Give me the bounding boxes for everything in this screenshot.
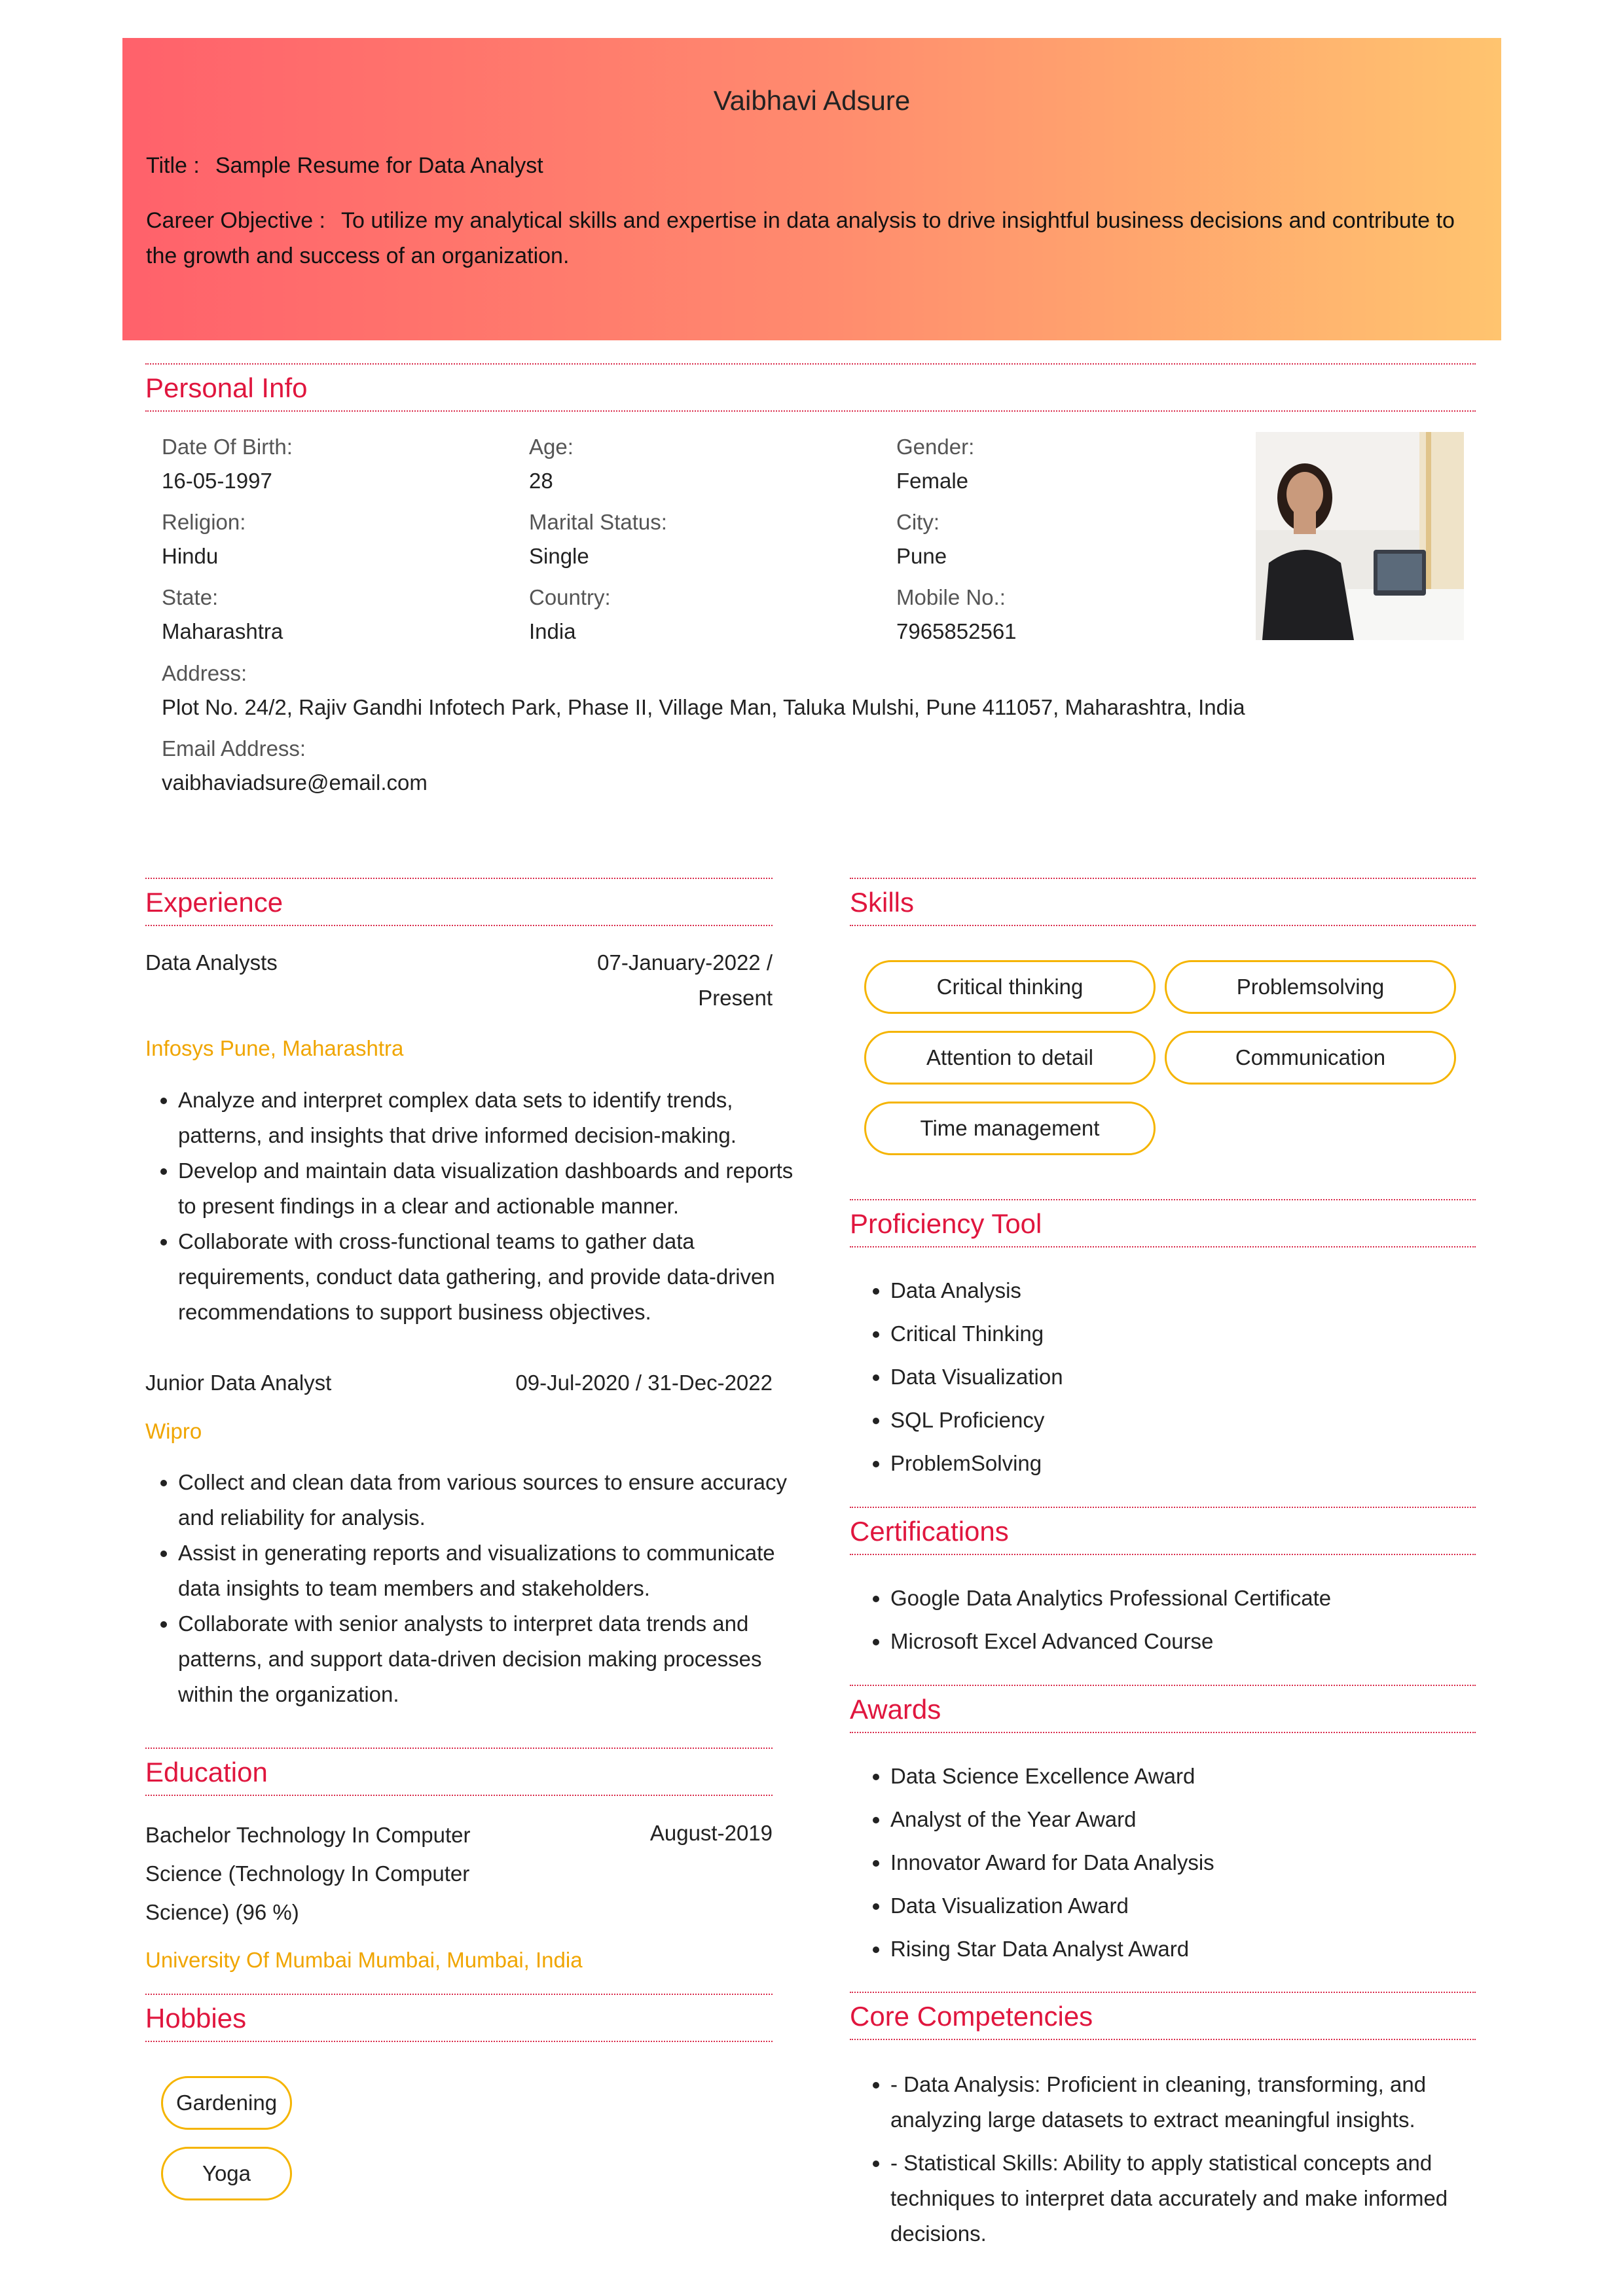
career-objective bbox=[146, 203, 1478, 274]
list-item: • Data Visualization Award bbox=[890, 1884, 1214, 1928]
hobby-pill-yoga: Yoga bbox=[161, 2147, 292, 2200]
list-item: • Collect and clean data from various sources to ensure accuracy and reliability for analysis. bbox=[178, 1465, 800, 1535]
section-title: Experience bbox=[145, 887, 283, 918]
degree-line: Science) (96 %) bbox=[145, 1900, 299, 1924]
skill-pill: Communication bbox=[1165, 1031, 1456, 1085]
section-title: Personal Info bbox=[145, 372, 308, 403]
state-value: Maharashtra bbox=[162, 619, 283, 643]
list-item: • Data Science Excellence Award bbox=[890, 1755, 1214, 1798]
competencies-list bbox=[850, 2067, 1476, 2259]
age-value: 28 bbox=[529, 469, 553, 493]
section-title: Awards bbox=[850, 1694, 941, 1725]
list-item: • Collaborate with cross-functional teams to gather data requirements, conduct data gathering, and provide data-driven recommendations to support business objectives. bbox=[178, 1224, 800, 1330]
resume-title bbox=[146, 153, 543, 179]
city-label: City: bbox=[896, 510, 939, 534]
section-title: Core Competencies bbox=[850, 2001, 1093, 2032]
list-item: • - Data Analysis: Proficient in cleaning, transforming, and analyzing large datasets to extract meaningful insights. bbox=[890, 2067, 1476, 2138]
job-2-dates: 09-Jul-2020 / 31-Dec-2022 bbox=[515, 1371, 773, 1395]
hobby-pill-gardening: Gardening bbox=[161, 2076, 292, 2130]
proficiency-list bbox=[850, 1269, 1063, 1485]
state-label: State: bbox=[162, 585, 219, 609]
experience-heading bbox=[145, 878, 773, 926]
dob-label: Date Of Birth: bbox=[162, 435, 293, 459]
marital-status-label: Marital Status: bbox=[529, 510, 667, 534]
degree-line: Science (Technology In Computer bbox=[145, 1861, 470, 1886]
gender-value: Female bbox=[896, 469, 969, 493]
profile-photo bbox=[1256, 432, 1464, 640]
dob-value: 16-05-1997 bbox=[162, 469, 272, 493]
list-item: • Analyst of the Year Award bbox=[890, 1798, 1214, 1841]
section-title: Hobbies bbox=[145, 2003, 247, 2034]
skill-pill: Critical thinking bbox=[864, 960, 1156, 1014]
competencies-heading bbox=[850, 1992, 1476, 2040]
religion-label: Religion: bbox=[162, 510, 246, 534]
education-school: University Of Mumbai Mumbai, Mumbai, India bbox=[145, 1948, 583, 1972]
address-value: Plot No. 24/2, Rajiv Gandhi Infotech Park, Phase II, Village Man, Taluka Mulshi, Pune 411057, Maharashtra, India bbox=[162, 695, 1245, 719]
candidate-name: Vaibhavi Adsure bbox=[713, 85, 911, 116]
skill-pill: Time management bbox=[864, 1102, 1156, 1155]
education-heading bbox=[145, 1748, 773, 1796]
section-title: Certifications bbox=[850, 1516, 1009, 1547]
mobile-label: Mobile No.: bbox=[896, 585, 1006, 609]
list-item: • - Statistical Skills: Ability to apply statistical concepts and techniques to interpret data accurately and make informed decisions. bbox=[890, 2145, 1476, 2251]
list-item: • Google Data Analytics Professional Certificate bbox=[890, 1577, 1331, 1620]
job-1-dates-start: 07-January-2022 / bbox=[597, 950, 773, 975]
degree-line: Bachelor Technology In Computer bbox=[145, 1823, 471, 1847]
certifications-heading bbox=[850, 1507, 1476, 1555]
list-item: • Innovator Award for Data Analysis bbox=[890, 1841, 1214, 1884]
job-2-bullets bbox=[145, 1465, 800, 1712]
list-item: • Assist in generating reports and visualizations to communicate data insights to team members and stakeholders. bbox=[178, 1535, 800, 1606]
skills-heading bbox=[850, 878, 1476, 926]
personal-info-heading bbox=[145, 363, 1476, 412]
section-title: Education bbox=[145, 1757, 268, 1787]
section-title: Skills bbox=[850, 887, 915, 918]
skill-pill: Attention to detail bbox=[864, 1031, 1156, 1085]
city-value: Pune bbox=[896, 544, 947, 568]
list-item: • SQL Proficiency bbox=[890, 1399, 1063, 1442]
resume-header bbox=[122, 38, 1501, 340]
job-1-dates bbox=[524, 945, 773, 1016]
list-item: • Develop and maintain data visualization dashboards and reports to present findings in a clear and actionable manner. bbox=[178, 1153, 800, 1224]
education-degree bbox=[145, 1816, 471, 1931]
awards-list bbox=[850, 1755, 1214, 1971]
title-value: Sample Resume for Data Analyst bbox=[215, 153, 543, 178]
country-label: Country: bbox=[529, 585, 611, 609]
job-2-role: Junior Data Analyst bbox=[145, 1371, 332, 1395]
email-value: vaibhaviadsure@email.com bbox=[162, 770, 428, 795]
age-label: Age: bbox=[529, 435, 574, 459]
list-item: • Data Analysis bbox=[890, 1269, 1063, 1312]
religion-value: Hindu bbox=[162, 544, 219, 568]
list-item: • ProblemSolving bbox=[890, 1442, 1063, 1485]
proficiency-heading bbox=[850, 1199, 1476, 1247]
list-item: • Data Visualization bbox=[890, 1355, 1063, 1399]
hobbies-heading bbox=[145, 1994, 773, 2042]
address-label: Address: bbox=[162, 661, 247, 685]
job-1-dates-end: Present bbox=[698, 986, 773, 1010]
list-item: • Analyze and interpret complex data sets to identify trends, patterns, and insights that drive informed decision-making. bbox=[178, 1083, 800, 1153]
certifications-list bbox=[850, 1577, 1331, 1663]
job-1-role: Data Analysts bbox=[145, 950, 278, 975]
objective-label: Career Objective : bbox=[146, 208, 325, 233]
title-label: Title : bbox=[146, 153, 200, 178]
list-item: • Collaborate with senior analysts to interpret data trends and patterns, and support data-driven decision making processes within the organization. bbox=[178, 1606, 800, 1712]
skill-pill: Problemsolving bbox=[1165, 960, 1456, 1014]
list-item: • Critical Thinking bbox=[890, 1312, 1063, 1355]
job-2-company: Wipro bbox=[145, 1419, 202, 1443]
mobile-value: 7965852561 bbox=[896, 619, 1017, 643]
list-item: • Microsoft Excel Advanced Course bbox=[890, 1620, 1331, 1663]
gender-label: Gender: bbox=[896, 435, 975, 459]
awards-heading bbox=[850, 1685, 1476, 1733]
objective-value: To utilize my analytical skills and expertise in data analysis to drive insightful business decisions and contribute to the growth and success of an organization. bbox=[146, 208, 1455, 268]
list-item: • Rising Star Data Analyst Award bbox=[890, 1928, 1214, 1971]
email-label: Email Address: bbox=[162, 736, 306, 761]
job-1-company: Infosys Pune, Maharashtra bbox=[145, 1036, 404, 1060]
country-value: India bbox=[529, 619, 576, 643]
job-1-bullets bbox=[145, 1083, 800, 1330]
marital-status-value: Single bbox=[529, 544, 589, 568]
education-date: August-2019 bbox=[649, 1821, 773, 1845]
section-title: Proficiency Tool bbox=[850, 1208, 1042, 1239]
